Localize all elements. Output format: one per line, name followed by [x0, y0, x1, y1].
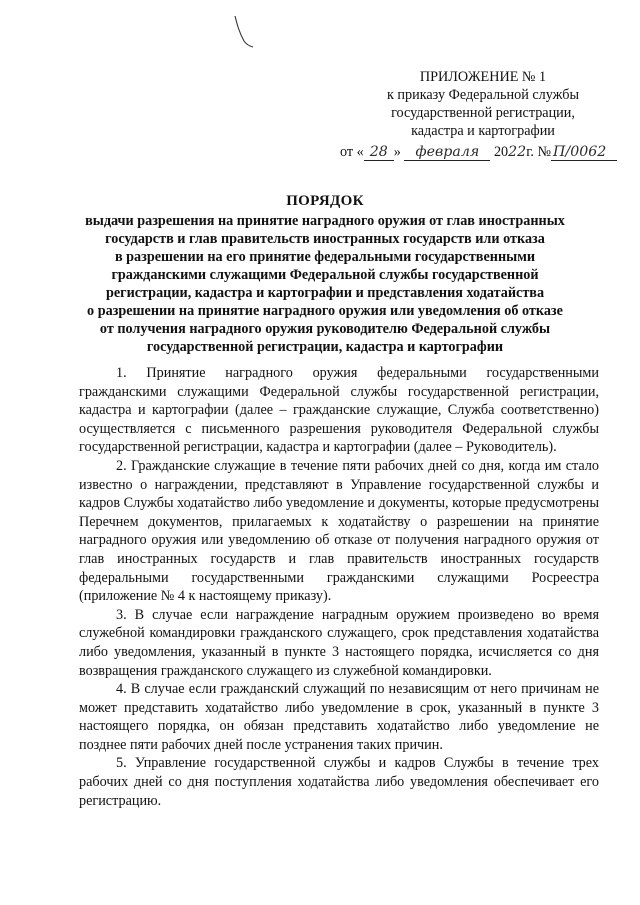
- order-reference-line-3: кадастра и картографии: [411, 123, 555, 139]
- year-prefix: 20: [493, 144, 509, 160]
- document-body: [79, 364, 599, 810]
- title-line: гражданскими служащими Федеральной службы государственной: [111, 267, 539, 283]
- year-suffix-handwritten: 22: [508, 144, 527, 160]
- title-line: о разрешении на принятие наградного оружия или уведомления об отказе: [87, 303, 563, 319]
- title-line: от получения наградного оружия руководителю Федеральной службы: [99, 321, 551, 337]
- date-mid: »: [393, 144, 401, 160]
- paragraph-5: 5. Управление государственной службы и кадров Службы в течение трех рабочих дней со дня поступления ходатайства либо уведомления обеспечивает его регистрацию.: [79, 755, 599, 809]
- title-line: в разрешении на его принятие федеральными государственными: [114, 249, 536, 265]
- order-number-handwritten: П/0062: [551, 144, 617, 161]
- title-heading: ПОРЯДОК: [286, 193, 364, 209]
- date-day-handwritten: 28: [364, 144, 394, 161]
- paragraph-1: 1. Принятие наградного оружия федеральными государственными гражданскими служащими Федеральной службы государственной регистрации, кадастра и картографии (далее – гражданские служащие, Служба соответственно) осуществляется с письменного разрешения руководителя Федеральной службы государственной регистрации, кадастра и картографии (далее – Руководитель).: [79, 365, 599, 456]
- title-line: выдачи разрешения на принятие наградного оружия от глав иностранных: [85, 213, 565, 229]
- date-prefix: от «: [340, 144, 364, 160]
- title-line: государственной регистрации, кадастра и картографии: [146, 339, 504, 355]
- order-date-number-line: [338, 143, 628, 161]
- appendix-label: ПРИЛОЖЕНИЕ № 1: [419, 69, 547, 85]
- date-month-handwritten: февраля: [404, 144, 490, 161]
- paragraph-4: 4. В случае если гражданский служащий по независящим от него причинам не может представить ходатайство либо уведомление в срок, указанный в пункте 3 настоящего порядка, он обязан представить ходатайство либо уведомление не позднее пяти рабочих дней после устранения таких причин.: [79, 681, 599, 753]
- year-tail: г. №: [526, 144, 552, 160]
- order-reference-line-2: государственной регистрации,: [391, 105, 575, 121]
- appendix-header: [338, 68, 628, 161]
- paragraph-3: 3. В случае если награждение наградным оружием произведено во время служебной командировки гражданского служащего, срок представления ходатайства либо уведомления, указанный в пункте 3 настоящего порядка, исчисляется со дня возвращения гражданского служащего из служебной командировки.: [79, 606, 599, 679]
- document-title: [40, 192, 610, 356]
- order-reference-line-1: к приказу Федеральной службы: [386, 87, 579, 103]
- title-line: регистрации, кадастра и картографии и представления ходатайства: [105, 285, 545, 301]
- title-line: государств и глав правительств иностранных государств или отказа: [105, 231, 545, 247]
- paragraph-2: 2. Гражданские служащие в течение пяти рабочих дней со дня, когда им стало известно о награждении, представляют в Управление государственной службы и кадров Службы ходатайство либо уведомление и документы, которые предусмотрены Перечнем документов, прилагаемых к ходатайству о разрешении на принятие наградного оружия или уведомлению об отказе от получения наградного оружия от глав иностранных государств и глав правительств иностранных государств федеральными государственными гражданскими служащими Росреестра (приложение № 4 к настоящему приказу).: [79, 457, 599, 605]
- pen-mark: [232, 14, 256, 53]
